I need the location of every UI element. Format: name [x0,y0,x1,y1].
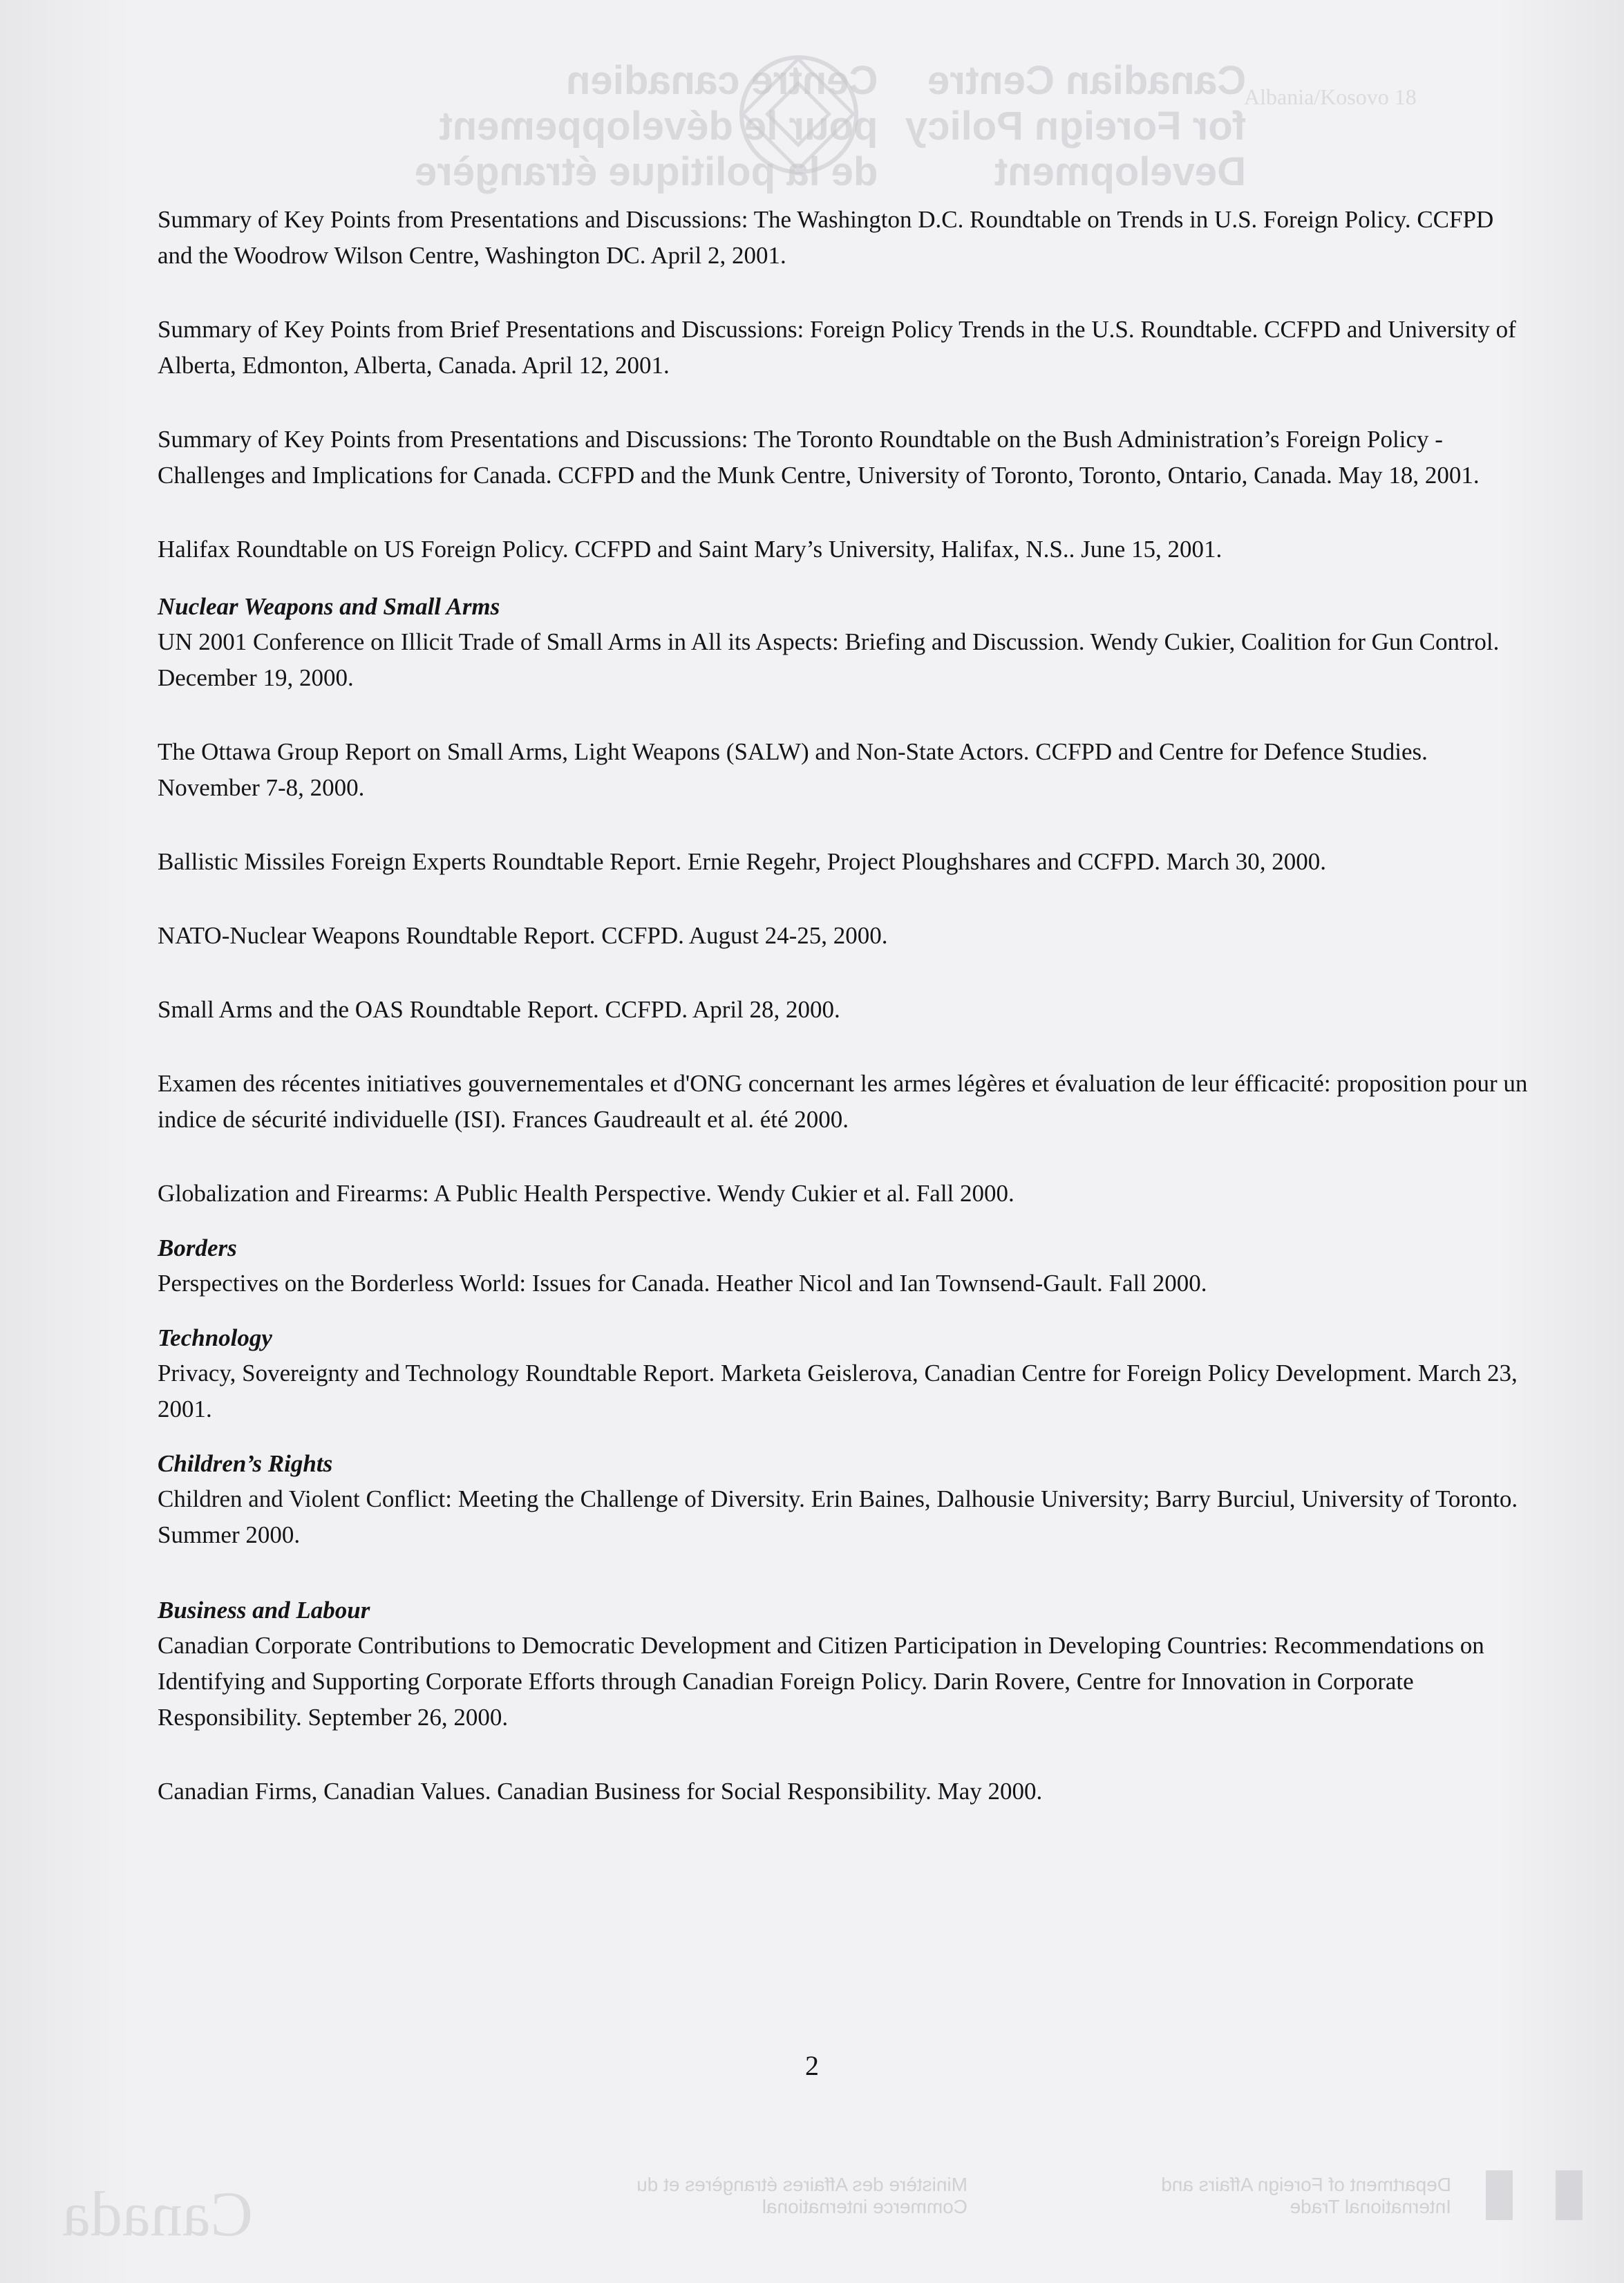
bibliography-entry: Summary of Key Points from Presentations and Discussions: The Toronto Roundtable on the Bush Administration’s Foreign Policy - Challenges and Implications for Canada. CCFPD and the Munk Centre, University of Toronto, Toronto, Ontario, Canada. May 18, 2001. [158,426,1480,489]
bibliography-entry: Summary of Key Points from Presentations and Discussions: The Washington D.C. Roundtable on Trends in U.S. Foreign Policy. CCFPD and the Woodrow Wilson Centre, Washington DC. April 2, 2001. [158,206,1494,269]
bibliography-entry: Privacy, Sovereignty and Technology Roundtable Report. Marketa Geislerova, Canadian Centre for Foreign Policy Development. March 23, 2001. [158,1360,1518,1422]
watermark-footer-center: Ministère des Affaires étrangères et du Commerce international [636,2174,967,2217]
canada-flag-icon [1486,2170,1583,2220]
bibliography-entry: Small Arms and the OAS Roundtable Report. CCFPD. April 28, 2000. [158,996,840,1023]
bibliography-entry: Canadian Firms, Canadian Values. Canadian Business for Social Responsibility. May 2000. [158,1778,1043,1805]
bibliography-entry: Perspectives on the Borderless World: Issues for Canada. Heather Nicol and Ian Townsend-Gault. Fall 2000. [158,1270,1207,1297]
intro-entries [158,202,1533,567]
bibliography-entry: Examen des récentes initiatives gouvernementales et d'ONG concernant les armes légères et évaluation de leur éfficacité: proposition pour un indice de sécurité individuelle (ISI). Frances Gaudreault et al. été 2000. [158,1070,1528,1133]
watermark-header-fr: Centre canadien pour le développement de la politique étrangère [415,58,878,194]
bibliography-entry: Ballistic Missiles Foreign Experts Roundtable Report. Ernie Regehr, Project Ploughshares and CCFPD. March 30, 2000. [158,848,1327,875]
section-childrens-rights [158,1447,1533,1553]
watermark-footer-right: Department of Foreign Affairs and International Trade [1161,2174,1451,2217]
bibliography-entry: UN 2001 Conference on Illicit Trade of Small Arms in All its Aspects: Briefing and Discussion. Wendy Cukier, Coalition for Gun Control. December 19, 2000. [158,628,1500,691]
section-nuclear-weapons [158,590,1533,1212]
bibliography-entry: Summary of Key Points from Brief Presentations and Discussions: Foreign Policy Trends in the U.S. Roundtable. CCFPD and University of Alberta, Edmonton, Alberta, Canada. April 12, 2001. [158,316,1516,379]
section-heading: Children’s Rights [158,1450,333,1477]
watermark-running-header: Albania/Kosovo 18 [1244,84,1417,109]
bibliography-entry: Halifax Roundtable on US Foreign Policy. CCFPD and Saint Mary’s University, Halifax, N.S.. June 15, 2001. [158,536,1222,563]
watermark-header-en: Canadian Centre for Foreign Policy Development [905,58,1247,194]
section-business-labour [158,1593,1533,1810]
bibliography-entry: Children and Violent Conflict: Meeting the Challenge of Diversity. Erin Baines, Dalhousie University; Barry Burciul, University of Toronto. Summer 2000. [158,1485,1518,1548]
section-heading: Borders [158,1234,237,1261]
section-borders [158,1231,1533,1302]
bibliography-entry: Globalization and Firearms: A Public Health Perspective. Wendy Cukier et al. Fall 2000. [158,1180,1014,1207]
section-technology [158,1321,1533,1427]
bibliography-entry: Canadian Corporate Contributions to Democratic Development and Citizen Participation in Developing Countries: Recommendations on Identifying and Supporting Corporate Efforts through Canadian Foreign Policy. Darin Rovere, Centre for Innovation in Corporate Responsibility. September 26, 2000. [158,1632,1484,1731]
document-body [158,202,1533,1848]
section-heading: Business and Labour [158,1597,370,1624]
section-heading: Technology [158,1324,272,1351]
watermark-canada-wordmark: Canada [62,2179,253,2249]
section-heading: Nuclear Weapons and Small Arms [158,593,500,620]
page-number: 2 [805,2050,819,2081]
bibliography-entry: The Ottawa Group Report on Small Arms, Light Weapons (SALW) and Non-State Actors. CCFPD and Centre for Defence Studies. November 7-8, 2000. [158,738,1428,801]
bibliography-entry: NATO-Nuclear Weapons Roundtable Report. CCFPD. August 24-25, 2000. [158,922,888,949]
